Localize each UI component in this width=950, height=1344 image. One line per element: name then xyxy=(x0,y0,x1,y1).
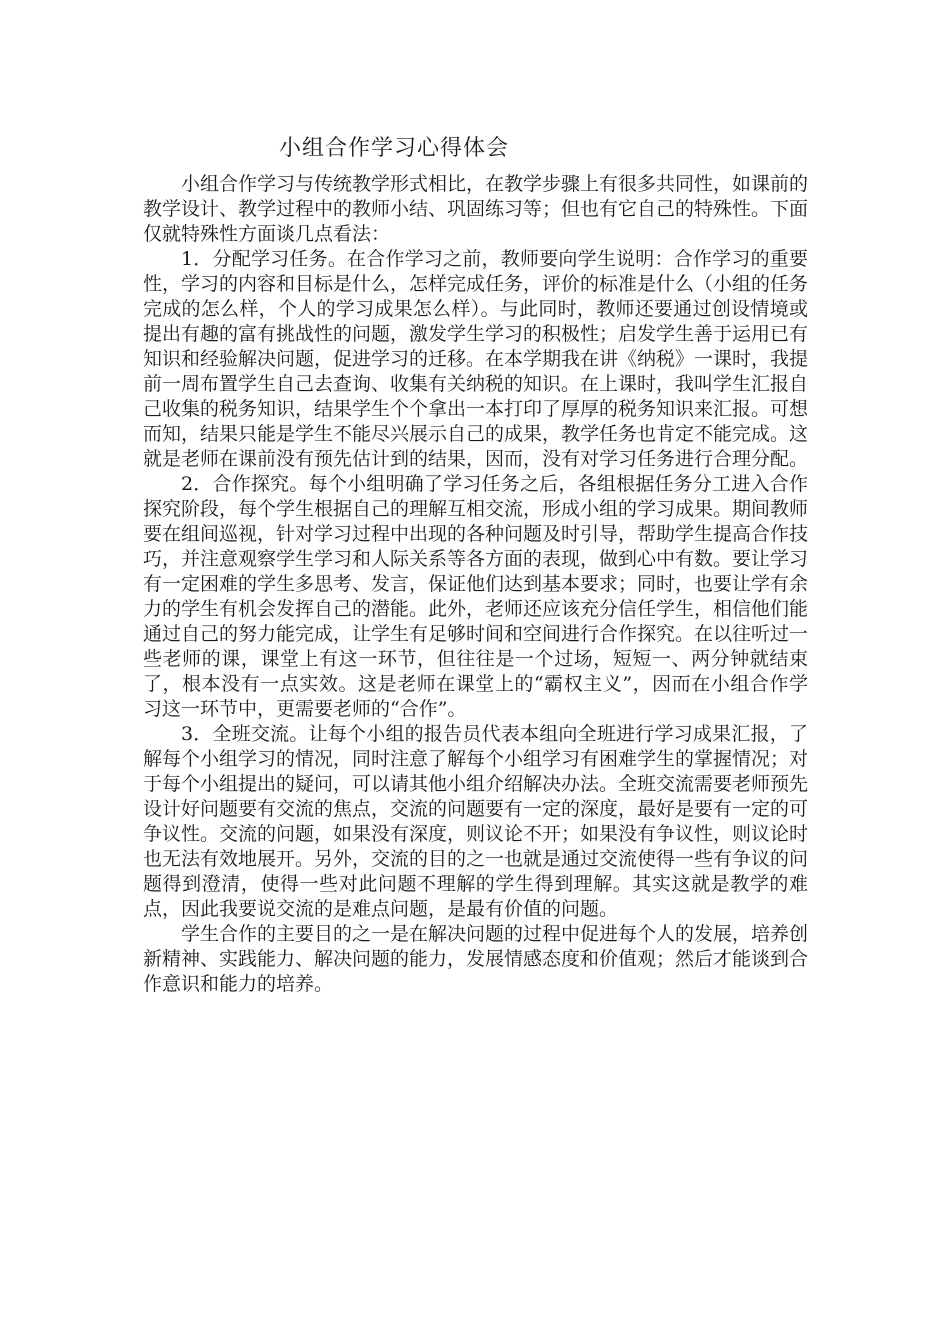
document-body xyxy=(143,133,808,997)
paragraph-conclusion: 学生合作的主要目的之一是在解决问题的过程中促进每个人的发展，培养创新精神、实践能力、解决问题的能力，发展情感态度和价值观；然后才能谈到合作意识和能力的培养。 xyxy=(143,923,809,995)
paragraph-assign-tasks: 1．分配学习任务。在合作学习之前，教师要向学生说明：合作学习的重要性，学习的内容和目标是什么，怎样完成任务，评价的标准是什么（小组的任务完成的怎么样，个人的学习成果怎么样）。与此同时，教师还要通过创设情境或提出有趣的富有挑战性的问题，激发学生学习的积极性；启发学生善于运用已有知识和经验解决问题，促进学习的迁移。在本学期我在讲《纳税》一课时，我提前一周布置学生自己去查询、收集有关纳税的知识。在上课时，我叫学生汇报自己收集的税务知识，结果学生个个拿出一本打印了厚厚的税务知识来汇报。可想而知，结果只能是学生不能尽兴展示自己的成果，教学任务也肯定不能完成。这就是老师在课前没有预先估计到的结果，因而，没有对学习任务进行合理分配。 xyxy=(143,248,809,470)
paragraph-cooperative-inquiry: 2．合作探究。每个小组明确了学习任务之后，各组根据任务分工进入合作探究阶段，每个学生根据自己的理解互相交流，形成小组的学习成果。期间教师要在组间巡视，针对学习过程中出现的各种问题及时引导，帮助学生提高合作技巧，并注意观察学生学习和人际关系等各方面的表现，做到心中有数。要让学习有一定困难的学生多思考、发言，保证他们达到基本要求；同时，也要让学有余力的学生有机会发挥自己的潜能。此外，老师还应该充分信任学生，相信他们能通过自己的努力能完成，让学生有足够时间和空间进行合作探究。在以往听过一些老师的课，课堂上有这一环节，但往往是一个过场，短短一、两分钟就结束了，根本没有一点实效。这是老师在课堂上的“霸权主义”，因而在小组合作学习这一环节中，更需要老师的“合作”。 xyxy=(143,473,809,720)
document-title: 小组合作学习心得体会 xyxy=(279,136,510,161)
paragraph-class-exchange: 3．全班交流。让每个小组的报告员代表本组向全班进行学习成果汇报，了解每个小组学习的情况，同时注意了解每个小组学习有困难学生的掌握情况；对于每个小组提出的疑问，可以请其他小组介绍解决办法。全班交流需要老师预先设计好问题要有交流的焦点，交流的问题要有一定的深度，最好是要有一定的可争议性。交流的问题，如果没有深度，则议论不开；如果没有争议性，则议论时也无法有效地展开。另外，交流的目的之一也就是通过交流使得一些有争议的问题得到澄清，使得一些对此问题不理解的学生得到理解。其实这就是教学的难点，因此我要说交流的是难点问题，是最有价值的问题。 xyxy=(143,723,809,920)
paragraph-intro: 小组合作学习与传统教学形式相比，在教学步骤上有很多共同性，如课前的教学设计、教学过程中的教师小结、巩固练习等；但也有它自己的特殊性。下面仅就特殊性方面谈几点看法： xyxy=(143,173,809,245)
